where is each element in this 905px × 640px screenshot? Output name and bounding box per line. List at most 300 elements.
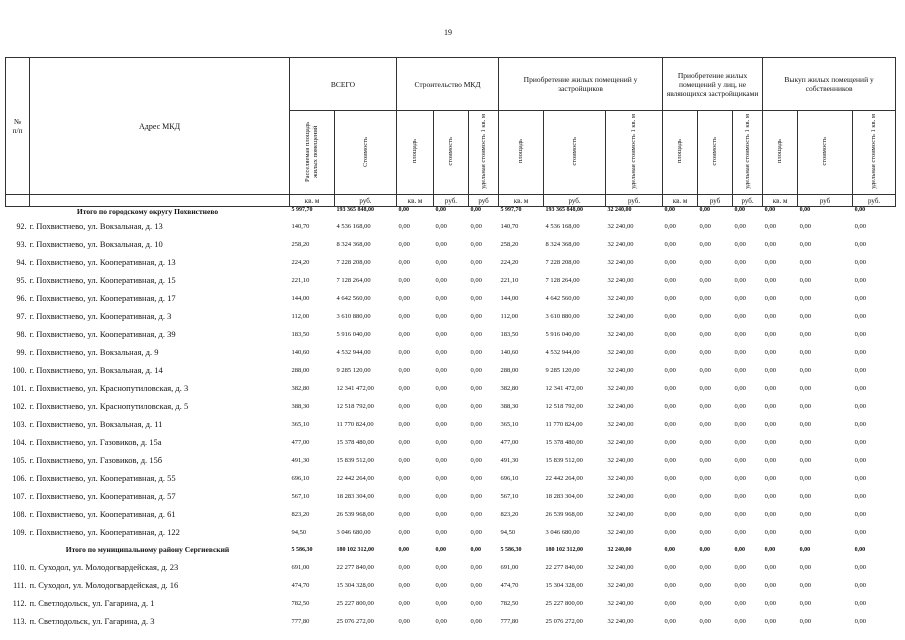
table-row: [6, 594, 896, 612]
value-cell: 0,00: [764, 420, 776, 428]
value-cell: 32 240,00: [607, 348, 634, 356]
value-cell: 0,00: [398, 599, 410, 607]
row-number: 108.: [12, 509, 27, 519]
value-cell: 0,00: [734, 617, 746, 625]
value-cell: 7 128 264,00: [336, 276, 371, 284]
col-address-header: Адрес МКД: [30, 58, 290, 195]
row-address: г. Похвистнево, ул. Кооперативная, д. 122: [29, 527, 180, 537]
value-cell: 0,00: [799, 330, 811, 338]
value-cell: 0,00: [853, 207, 896, 218]
value-cell: 691,00: [500, 563, 519, 571]
value-cell: 258,20: [500, 240, 519, 248]
value-cell: 0,00: [435, 258, 447, 266]
value-cell: 140,60: [500, 348, 519, 356]
value-cell: 0,00: [664, 492, 676, 500]
value-cell: 0,00: [764, 312, 776, 320]
row-address: г. Похвистнево, ул. Краснопутиловская, д. 3: [29, 383, 189, 393]
value-cell: 0,00: [664, 420, 676, 428]
sub-cost-header: стоимость: [698, 111, 733, 195]
value-cell: 0,00: [854, 420, 866, 428]
value-cell: 0,00: [664, 348, 676, 356]
row-address: г. Похвистнево, ул. Кооперативная, д. 17: [29, 293, 176, 303]
value-cell: 193 365 848,00: [544, 207, 606, 218]
value-cell: 0,00: [470, 222, 482, 230]
value-cell: 32 240,00: [607, 222, 634, 230]
value-cell: 0,00: [799, 528, 811, 536]
unit-blank: [6, 195, 30, 207]
value-cell: 0,00: [470, 384, 482, 392]
value-cell: 0,00: [799, 402, 811, 410]
value-cell: 0,00: [398, 510, 410, 518]
value-cell: 0,00: [470, 402, 482, 410]
value-cell: 0,00: [398, 546, 409, 553]
value-cell: 0,00: [435, 240, 447, 248]
value-cell: 25 227 800,00: [336, 599, 374, 607]
table-row: [6, 415, 896, 433]
value-cell: 0,00: [734, 276, 746, 284]
value-cell: 0,00: [435, 510, 447, 518]
sub-area-header: площадь: [499, 111, 544, 195]
value-cell: 0,00: [854, 438, 866, 446]
value-cell: 0,00: [398, 222, 410, 230]
value-cell: 0,00: [398, 402, 410, 410]
value-cell: 32 240,00: [607, 546, 632, 553]
value-cell: 0,00: [764, 617, 776, 625]
value-cell: 0,00: [699, 563, 711, 571]
group-non-developers-header: Приобретение жилых помещений у лиц, не являющихся застройщиками: [663, 58, 763, 111]
row-number: 103.: [12, 419, 27, 429]
value-cell: 8 324 368,00: [336, 240, 371, 248]
sub-calc-area-header: Расселяемая площадь жилых помещений: [290, 111, 335, 195]
value-cell: 388,30: [291, 402, 310, 410]
value-cell: 32 240,00: [607, 563, 634, 571]
value-cell: 140,70: [500, 222, 519, 230]
value-cell: 11 770 824,00: [336, 420, 374, 428]
sub-cost-header: стоимость: [798, 111, 853, 195]
value-cell: 5 586,30: [291, 546, 313, 553]
value-cell: 25 076 272,00: [545, 617, 583, 625]
value-cell: 144,00: [500, 294, 519, 302]
value-cell: 0,00: [664, 474, 676, 482]
value-cell: 221,10: [291, 276, 310, 284]
value-cell: 32 240,00: [607, 510, 634, 518]
value-cell: 0,00: [854, 617, 866, 625]
row-number: 100.: [12, 365, 27, 375]
total-label: Итого по муниципальному району Сергиевский: [65, 545, 230, 554]
value-cell: 0,00: [854, 599, 866, 607]
value-cell: 0,00: [799, 599, 811, 607]
value-cell: 15 839 512,00: [545, 456, 583, 464]
value-cell: 0,00: [764, 222, 776, 230]
sub-cost-header: стоимость: [544, 111, 606, 195]
row-number: 111.: [13, 580, 27, 590]
group-construction-header: Строительство МКД: [397, 58, 499, 111]
sub-unit-cost-header: удельная стоимость 1 кв. м: [606, 111, 663, 195]
value-cell: 4 536 168,00: [545, 222, 580, 230]
value-cell: 0,00: [854, 240, 866, 248]
value-cell: 0,00: [435, 366, 447, 374]
table-row: [6, 505, 896, 523]
value-cell: 8 324 368,00: [545, 240, 580, 248]
value-cell: 0,00: [799, 384, 811, 392]
value-cell: 0,00: [470, 563, 482, 571]
value-cell: 0,00: [470, 258, 482, 266]
row-number: 99.: [16, 347, 27, 357]
row-address: г. Похвистнево, ул. Вокзальная, д. 14: [29, 365, 163, 375]
row-number: 93.: [16, 239, 27, 249]
page-number: 19: [444, 28, 452, 37]
total-label: Итого по городскому округу Похвистнево: [6, 207, 290, 218]
value-cell: 32 240,00: [606, 207, 663, 218]
row-address: г. Похвистнево, ул. Кооперативная, д. 3: [29, 311, 172, 321]
value-cell: 0,00: [664, 510, 676, 518]
value-cell: 0,00: [398, 492, 410, 500]
value-cell: 0,00: [470, 438, 482, 446]
value-cell: 0,00: [470, 528, 482, 536]
unit-rub: руб.: [544, 195, 606, 207]
value-cell: 0,00: [854, 563, 866, 571]
table-row: [6, 253, 896, 271]
value-cell: 0,00: [398, 312, 410, 320]
value-cell: 0,00: [699, 402, 711, 410]
value-cell: 0,00: [664, 617, 676, 625]
value-cell: 0,00: [799, 240, 811, 248]
value-cell: 0,00: [799, 474, 811, 482]
value-cell: 0,00: [699, 312, 711, 320]
value-cell: 15 378 480,00: [336, 438, 374, 446]
value-cell: 4 536 168,00: [336, 222, 371, 230]
value-cell: 258,20: [291, 240, 310, 248]
row-number: 105.: [12, 455, 27, 465]
row-number: 107.: [12, 491, 27, 501]
value-cell: 0,00: [435, 492, 447, 500]
unit-sqm: кв. м: [290, 195, 335, 207]
value-cell: 0,00: [699, 617, 711, 625]
value-cell: 12 518 792,00: [336, 402, 374, 410]
value-cell: 0,00: [799, 510, 811, 518]
sub-area-header: площадь: [763, 111, 798, 195]
value-cell: 0,00: [664, 402, 676, 410]
value-cell: 32 240,00: [607, 617, 634, 625]
value-cell: 7 228 208,00: [545, 258, 580, 266]
value-cell: 0,00: [398, 581, 410, 589]
row-address: п. Светлодольск, ул. Гагарина, д. 3: [29, 616, 155, 626]
value-cell: 0,00: [470, 420, 482, 428]
value-cell: 0,00: [764, 276, 776, 284]
value-cell: 0,00: [734, 366, 746, 374]
value-cell: 18 283 304,00: [336, 492, 374, 500]
value-cell: 5 997,70: [290, 207, 335, 218]
value-cell: 3 046 680,00: [545, 528, 580, 536]
value-cell: 0,00: [764, 348, 776, 356]
value-cell: 0,00: [699, 348, 711, 356]
value-cell: 5 586,30: [500, 546, 522, 553]
value-cell: 193 365 848,00: [335, 207, 397, 218]
value-cell: 0,00: [470, 510, 482, 518]
value-cell: 0,00: [398, 384, 410, 392]
value-cell: 0,00: [854, 276, 866, 284]
value-cell: 32 240,00: [607, 294, 634, 302]
value-cell: 0,00: [664, 581, 676, 589]
value-cell: 5 916 040,00: [336, 330, 371, 338]
value-cell: 823,20: [291, 510, 310, 518]
value-cell: 0,00: [734, 420, 746, 428]
table-row: [6, 217, 896, 235]
value-cell: 0,00: [470, 456, 482, 464]
unit-rub: руб.: [733, 195, 763, 207]
value-cell: 32 240,00: [607, 438, 634, 446]
value-cell: 18 283 304,00: [545, 492, 583, 500]
value-cell: 0,00: [734, 474, 746, 482]
value-cell: 4 642 560,00: [545, 294, 580, 302]
value-cell: 0,00: [854, 474, 866, 482]
value-cell: 0,00: [435, 276, 447, 284]
value-cell: 5 916 040,00: [545, 330, 580, 338]
value-cell: 0,00: [854, 528, 866, 536]
value-cell: 0,00: [398, 366, 410, 374]
table-row: [6, 343, 896, 361]
row-address: п. Суходол, ул. Молодогвардейская, д. 16: [29, 580, 179, 590]
value-cell: 0,00: [799, 366, 811, 374]
value-cell: 0,00: [470, 348, 482, 356]
value-cell: 0,00: [799, 258, 811, 266]
sub-unit-cost-header: удельная стоимость 1 кв. м: [733, 111, 763, 195]
value-cell: 0,00: [435, 599, 447, 607]
value-cell: 0,00: [764, 438, 776, 446]
value-cell: 0,00: [470, 294, 482, 302]
value-cell: 0,00: [398, 330, 410, 338]
unit-sqm: кв. м: [663, 195, 698, 207]
value-cell: 26 539 968,00: [336, 510, 374, 518]
value-cell: 22 442 264,00: [545, 474, 583, 482]
value-cell: 0,00: [764, 384, 776, 392]
table-row: [6, 325, 896, 343]
value-cell: 0,00: [435, 294, 447, 302]
row-number: 112.: [12, 598, 27, 608]
value-cell: 0,00: [764, 510, 776, 518]
value-cell: 0,00: [470, 492, 482, 500]
value-cell: 0,00: [699, 384, 711, 392]
value-cell: 0,00: [699, 276, 711, 284]
value-cell: 32 240,00: [607, 312, 634, 320]
total-row: [6, 541, 896, 558]
value-cell: 477,00: [500, 438, 519, 446]
sub-cost-header: Стоимость: [335, 111, 397, 195]
value-cell: 0,00: [470, 312, 482, 320]
row-number: 110.: [12, 562, 27, 572]
row-address: г. Похвистнево, ул. Вокзальная, д. 9: [29, 347, 159, 357]
row-number: 106.: [12, 473, 27, 483]
row-number: 94.: [16, 257, 27, 267]
value-cell: 0,00: [663, 207, 698, 218]
sub-area-header: площадь: [663, 111, 698, 195]
value-cell: 26 539 968,00: [545, 510, 583, 518]
table-row: [6, 558, 896, 576]
value-cell: 0,00: [734, 546, 746, 553]
value-cell: 0,00: [734, 528, 746, 536]
value-cell: 22 277 840,00: [336, 563, 374, 571]
value-cell: 32 240,00: [607, 474, 634, 482]
value-cell: 365,10: [291, 420, 310, 428]
value-cell: 15 304 328,00: [336, 581, 374, 589]
group-buyout-header: Выкуп жилых помещений у собственников: [763, 58, 896, 111]
value-cell: 0,00: [699, 456, 711, 464]
value-cell: 0,00: [764, 563, 776, 571]
value-cell: 0,00: [854, 294, 866, 302]
value-cell: 288,00: [291, 366, 310, 374]
value-cell: 0,00: [734, 492, 746, 500]
value-cell: 0,00: [699, 492, 711, 500]
value-cell: 4 532 944,00: [336, 348, 371, 356]
value-cell: 32 240,00: [607, 330, 634, 338]
value-cell: 0,00: [734, 438, 746, 446]
value-cell: 9 285 120,00: [336, 366, 371, 374]
value-cell: 0,00: [854, 546, 866, 553]
unit-rub: руб.: [853, 195, 896, 207]
value-cell: 0,00: [764, 599, 776, 607]
row-number: 97.: [16, 311, 27, 321]
value-cell: 777,80: [500, 617, 519, 625]
unit-rub: руб: [698, 195, 733, 207]
value-cell: 0,00: [435, 384, 447, 392]
value-cell: 221,10: [500, 276, 519, 284]
group-developers-header: Приобретение жилых помещений у застройщиков: [499, 58, 663, 111]
value-cell: 0,00: [854, 581, 866, 589]
value-cell: 32 240,00: [607, 240, 634, 248]
value-cell: 0,00: [799, 294, 811, 302]
value-cell: 0,00: [664, 366, 676, 374]
value-cell: 4 642 560,00: [336, 294, 371, 302]
table-row: [6, 235, 896, 253]
value-cell: 140,70: [291, 222, 310, 230]
value-cell: 0,00: [435, 546, 446, 553]
value-cell: 288,00: [500, 366, 519, 374]
row-number: 96.: [16, 293, 27, 303]
value-cell: 0,00: [854, 348, 866, 356]
value-cell: 32 240,00: [607, 366, 634, 374]
housing-table: [5, 57, 896, 630]
value-cell: 32 240,00: [607, 528, 634, 536]
value-cell: 0,00: [699, 258, 711, 266]
value-cell: 0,00: [764, 402, 776, 410]
value-cell: 0,00: [435, 330, 447, 338]
value-cell: 15 378 480,00: [545, 438, 583, 446]
value-cell: 0,00: [398, 528, 410, 536]
value-cell: 0,00: [664, 312, 676, 320]
value-cell: 0,00: [699, 528, 711, 536]
value-cell: 32 240,00: [607, 258, 634, 266]
unit-rub: руб: [469, 195, 499, 207]
value-cell: 180 102 312,00: [336, 546, 374, 553]
value-cell: 0,00: [469, 207, 499, 218]
value-cell: 0,00: [398, 348, 410, 356]
value-cell: 0,00: [764, 456, 776, 464]
value-cell: 0,00: [470, 366, 482, 374]
value-cell: 0,00: [699, 240, 711, 248]
value-cell: 32 240,00: [607, 420, 634, 428]
value-cell: 0,00: [435, 456, 447, 464]
row-number: 113.: [12, 616, 27, 626]
value-cell: 0,00: [435, 563, 447, 571]
value-cell: 782,50: [500, 599, 519, 607]
value-cell: 12 341 472,00: [545, 384, 583, 392]
value-cell: 0,00: [854, 492, 866, 500]
value-cell: 0,00: [699, 420, 711, 428]
unit-sqm: кв. м: [499, 195, 544, 207]
value-cell: 0,00: [398, 258, 410, 266]
value-cell: 12 341 472,00: [336, 384, 374, 392]
table-row: [6, 361, 896, 379]
row-number: 109.: [12, 527, 27, 537]
value-cell: 32 240,00: [607, 599, 634, 607]
value-cell: 180 102 312,00: [545, 546, 584, 553]
value-cell: 0,00: [435, 617, 447, 625]
row-address: г. Похвистнево, ул. Газовиков, д. 15б: [29, 455, 163, 465]
value-cell: 365,10: [500, 420, 519, 428]
value-cell: 0,00: [764, 294, 776, 302]
value-cell: 94,50: [291, 528, 307, 536]
value-cell: 32 240,00: [607, 492, 634, 500]
value-cell: 0,00: [734, 563, 746, 571]
value-cell: 823,20: [500, 510, 519, 518]
unit-sqm: кв. м: [763, 195, 798, 207]
value-cell: 0,00: [734, 294, 746, 302]
value-cell: 32 240,00: [607, 456, 634, 464]
value-cell: 0,00: [397, 207, 434, 218]
value-cell: 0,00: [733, 207, 763, 218]
sub-cost-header: стоимость: [434, 111, 469, 195]
value-cell: 4 532 944,00: [545, 348, 580, 356]
value-cell: 0,00: [435, 474, 447, 482]
value-cell: 5 997,70: [499, 207, 544, 218]
value-cell: 0,00: [799, 438, 811, 446]
value-cell: 0,00: [398, 438, 410, 446]
value-cell: 0,00: [699, 510, 711, 518]
value-cell: 0,00: [470, 581, 482, 589]
value-cell: 0,00: [764, 240, 776, 248]
value-cell: 25 227 800,00: [545, 599, 583, 607]
value-cell: 0,00: [699, 366, 711, 374]
value-cell: 22 277 840,00: [545, 563, 583, 571]
table-row: [6, 397, 896, 415]
value-cell: 0,00: [470, 617, 482, 625]
row-address: г. Похвистнево, ул. Газовиков, д. 15а: [29, 437, 162, 447]
table-body: [6, 207, 896, 631]
value-cell: 0,00: [854, 510, 866, 518]
value-cell: 0,00: [854, 330, 866, 338]
value-cell: 3 610 880,00: [545, 312, 580, 320]
row-address: г. Похвистнево, ул. Кооперативная, д. 55: [29, 473, 176, 483]
value-cell: 382,80: [291, 384, 310, 392]
value-cell: 7 228 208,00: [336, 258, 371, 266]
value-cell: 22 442 264,00: [336, 474, 374, 482]
value-cell: 0,00: [699, 581, 711, 589]
row-address: п. Светлодольск, ул. Гагарина, д. 1: [29, 598, 155, 608]
value-cell: 140,60: [291, 348, 310, 356]
value-cell: 0,00: [398, 474, 410, 482]
value-cell: 9 285 120,00: [545, 366, 580, 374]
value-cell: 0,00: [699, 474, 711, 482]
row-number: 102.: [12, 401, 27, 411]
value-cell: 0,00: [398, 240, 410, 248]
table-row: [6, 487, 896, 505]
value-cell: 0,00: [398, 420, 410, 428]
value-cell: 0,00: [764, 581, 776, 589]
value-cell: 474,70: [291, 581, 310, 589]
value-cell: 0,00: [799, 276, 811, 284]
value-cell: 0,00: [664, 546, 676, 553]
value-cell: 0,00: [435, 581, 447, 589]
